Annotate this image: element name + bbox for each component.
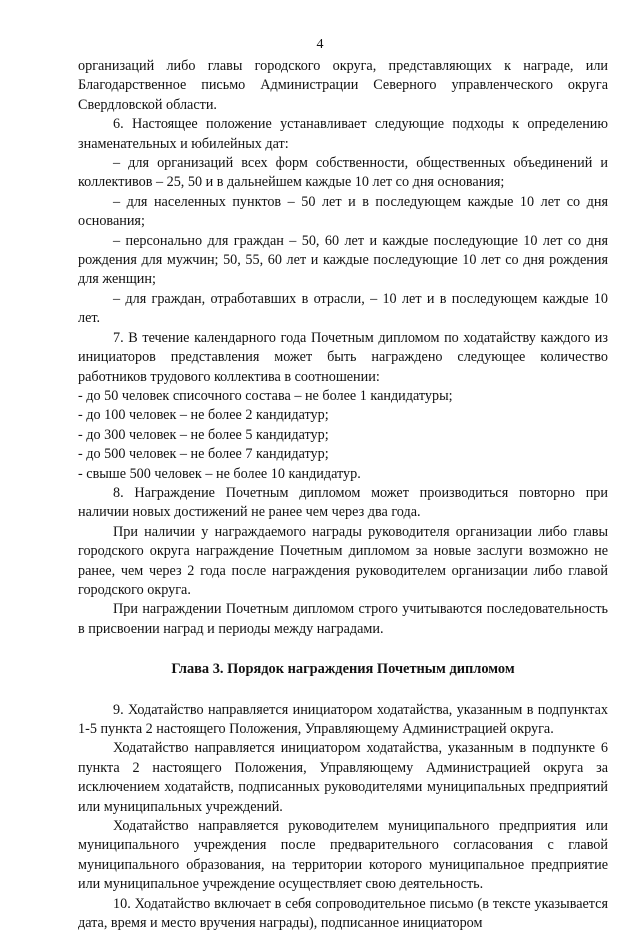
paragraph: 6. Настоящее положение устанавливает следующие подходы к определению знаменательных и юбилейных дат: (78, 116, 608, 152)
section-before-heading (78, 57, 608, 639)
list-item: - свыше 500 человек – не более 10 кандидатур. (78, 465, 361, 482)
paragraph: – для граждан, отработавших в отрасли, – 10 лет и в последующем каждые 10 лет. (78, 290, 608, 327)
paragraph: Ходатайство направляется руководителем муниципального предприятия или муниципального учреждения после предварительного согласования с главой муниципального образования, на территории которого муниципальное предприятие или муниципальное учреждение осуществляет свою деятельность. (78, 818, 608, 893)
list-item: - до 100 человек – не более 2 кандидатур; (78, 407, 329, 424)
document-body (78, 57, 608, 933)
section-after-heading (78, 701, 608, 933)
paragraph: – для организаций всех форм собственности, общественных объединений и коллективов – 25, 50 и в дальнейшем каждые 10 лет со дня основания; (78, 155, 608, 191)
paragraph: При награждении Почетным дипломом строго учитываются последовательность в присвоении наград и периоды между наградами. (78, 601, 608, 637)
list-item: - до 50 человек списочного состава – не более 1 кандидатуры; (78, 387, 453, 404)
page-number: 4 (316, 37, 324, 52)
section-heading: Глава 3. Порядок награждения Почетным дипломом (171, 661, 515, 678)
paragraph: 7. В течение календарного года Почетным дипломом по ходатайству каждого из инициаторов представления может быть награждено следующее количество работников трудового коллектива в соотношении: (78, 329, 608, 385)
paragraph: Ходатайство направляется инициатором ходатайства, указанным в подпункте 6 пункта 2 настоящего Положения, Управляющему Администрацией округа за исключением ходатайств, подписанных руководителями муниципальных предприятий или муниципальных учреждений. (78, 740, 608, 815)
paragraph: 9. Ходатайство направляется инициатором ходатайства, указанным в подпунктах 1-5 пункта 2 настоящего Положения, Управляющему Администрацией округа. (78, 701, 608, 737)
paragraph: – персонально для граждан – 50, 60 лет и каждые последующие 10 лет со дня рождения для мужчин; 50, 55, 60 лет и каждые последующие 10 лет со дня рождения для женщин; (78, 232, 608, 288)
list-item: - до 300 человек – не более 5 кандидатур; (78, 426, 329, 443)
list-item: - до 500 человек – не более 7 кандидатур; (78, 446, 329, 463)
paragraph: При наличии у награждаемого награды руководителя организации либо главы городского округа награждение Почетным дипломом за новые заслуги возможно не ранее, чем через 2 года после награждения руководителем организации либо главой городского округа. (78, 523, 608, 598)
paragraph: 10. Ходатайство включает в себя сопроводительное письмо (в тексте указывается дата, время и место вручения награды), подписанное инициатором (78, 895, 608, 932)
paragraph: организаций либо главы городского округа, представляющих к награде, или Благодарственное письмо Администрации Северного управленческого округа Свердловской области. (78, 58, 608, 113)
paragraph: – для населенных пунктов – 50 лет и в последующем каждые 10 лет со дня основания; (78, 193, 608, 230)
paragraph: 8. Награждение Почетным дипломом может производиться повторно при наличии новых достижений не ранее чем через два года. (78, 484, 608, 521)
